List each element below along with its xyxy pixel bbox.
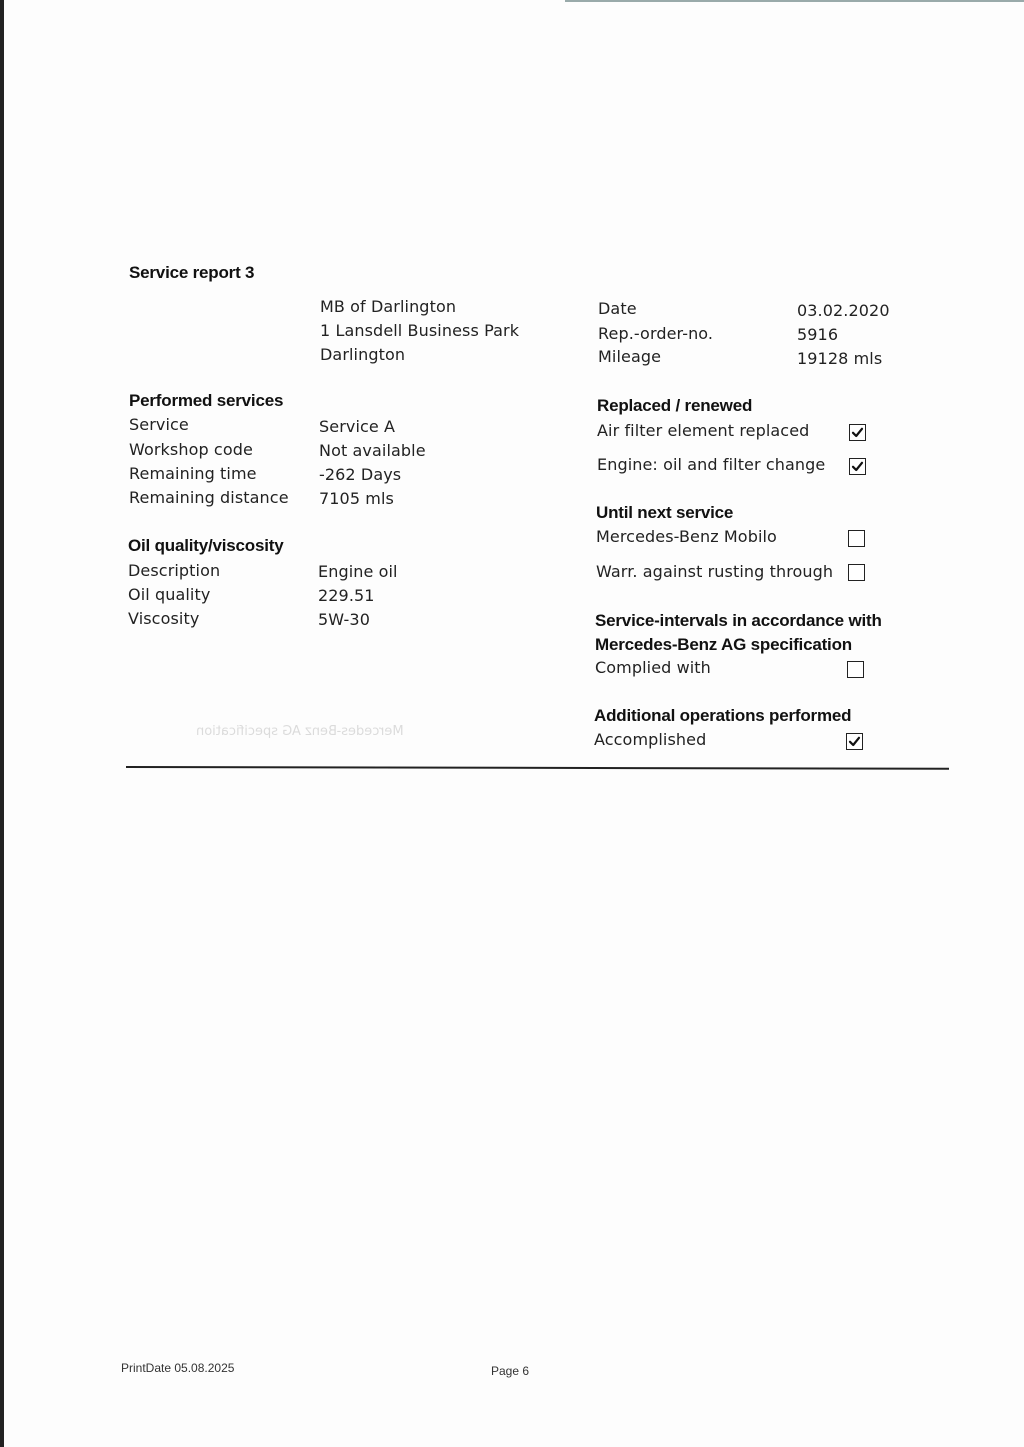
oil-filter-change-label: Engine: oil and filter change (597, 455, 826, 474)
oil-heading: Oil quality/viscosity (128, 536, 284, 555)
checkmark-icon (851, 460, 864, 473)
rust-warranty-checkbox[interactable] (848, 564, 865, 581)
date-label: Date (598, 299, 637, 318)
replaced-heading: Replaced / renewed (597, 396, 753, 415)
service-value: Service A (319, 417, 396, 436)
rust-warranty-label: Warr. against rusting through (596, 562, 834, 581)
service-label: Service (129, 415, 189, 434)
remaining-time-value: -262 Days (319, 465, 402, 484)
report-title: Service report 3 (129, 263, 255, 282)
complied-label: Complied with (595, 658, 711, 677)
air-filter-checkbox[interactable] (849, 424, 866, 441)
remaining-distance-value: 7105 mls (319, 489, 394, 508)
mileage-label: Mileage (598, 347, 662, 366)
mobilo-label: Mercedes-Benz Mobilo (596, 527, 777, 546)
until-next-heading: Until next service (596, 503, 734, 522)
bleed-through-text: Mercedes-Benz AG specification (196, 724, 404, 739)
workshop-code-label: Workshop code (129, 440, 253, 459)
checkmark-icon (848, 735, 861, 748)
dealer-name: MB of Darlington (320, 297, 457, 316)
remaining-distance-label: Remaining distance (129, 488, 289, 507)
section-divider (126, 766, 949, 769)
page-number: Page 6 (491, 1364, 530, 1378)
viscosity-label: Viscosity (128, 609, 200, 628)
dealer-address: 1 Lansdell Business Park (320, 321, 520, 340)
additional-heading: Additional operations performed (594, 706, 852, 725)
scan-edge-left (0, 0, 4, 1447)
oil-description-label: Description (128, 561, 221, 580)
air-filter-label: Air filter element replaced (597, 421, 810, 440)
remaining-time-label: Remaining time (129, 464, 257, 483)
accomplished-label: Accomplished (594, 730, 707, 749)
dealer-city: Darlington (320, 345, 406, 364)
mobilo-checkbox[interactable] (848, 530, 865, 547)
complied-checkbox[interactable] (847, 661, 864, 678)
intervals-heading-line1: Service-intervals in accordance with (595, 611, 882, 630)
oil-quality-label: Oil quality (128, 585, 211, 604)
checkmark-icon (851, 426, 864, 439)
accomplished-checkbox[interactable] (846, 733, 863, 750)
print-date: PrintDate 05.08.2025 (121, 1361, 235, 1375)
oil-description-value: Engine oil (318, 562, 398, 581)
mileage-value: 19128 mls (797, 349, 883, 368)
intervals-heading-line2: Mercedes-Benz AG specification (595, 635, 852, 654)
order-value: 5916 (797, 325, 839, 344)
oil-filter-change-checkbox[interactable] (849, 458, 866, 475)
order-label: Rep.-order-no. (598, 324, 714, 343)
viscosity-value: 5W-30 (318, 610, 370, 629)
oil-quality-value: 229.51 (318, 586, 375, 605)
workshop-code-value: Not available (319, 441, 426, 460)
date-value: 03.02.2020 (797, 301, 890, 320)
scan-edge-top (565, 0, 1024, 2)
performed-services-heading: Performed services (129, 391, 284, 410)
